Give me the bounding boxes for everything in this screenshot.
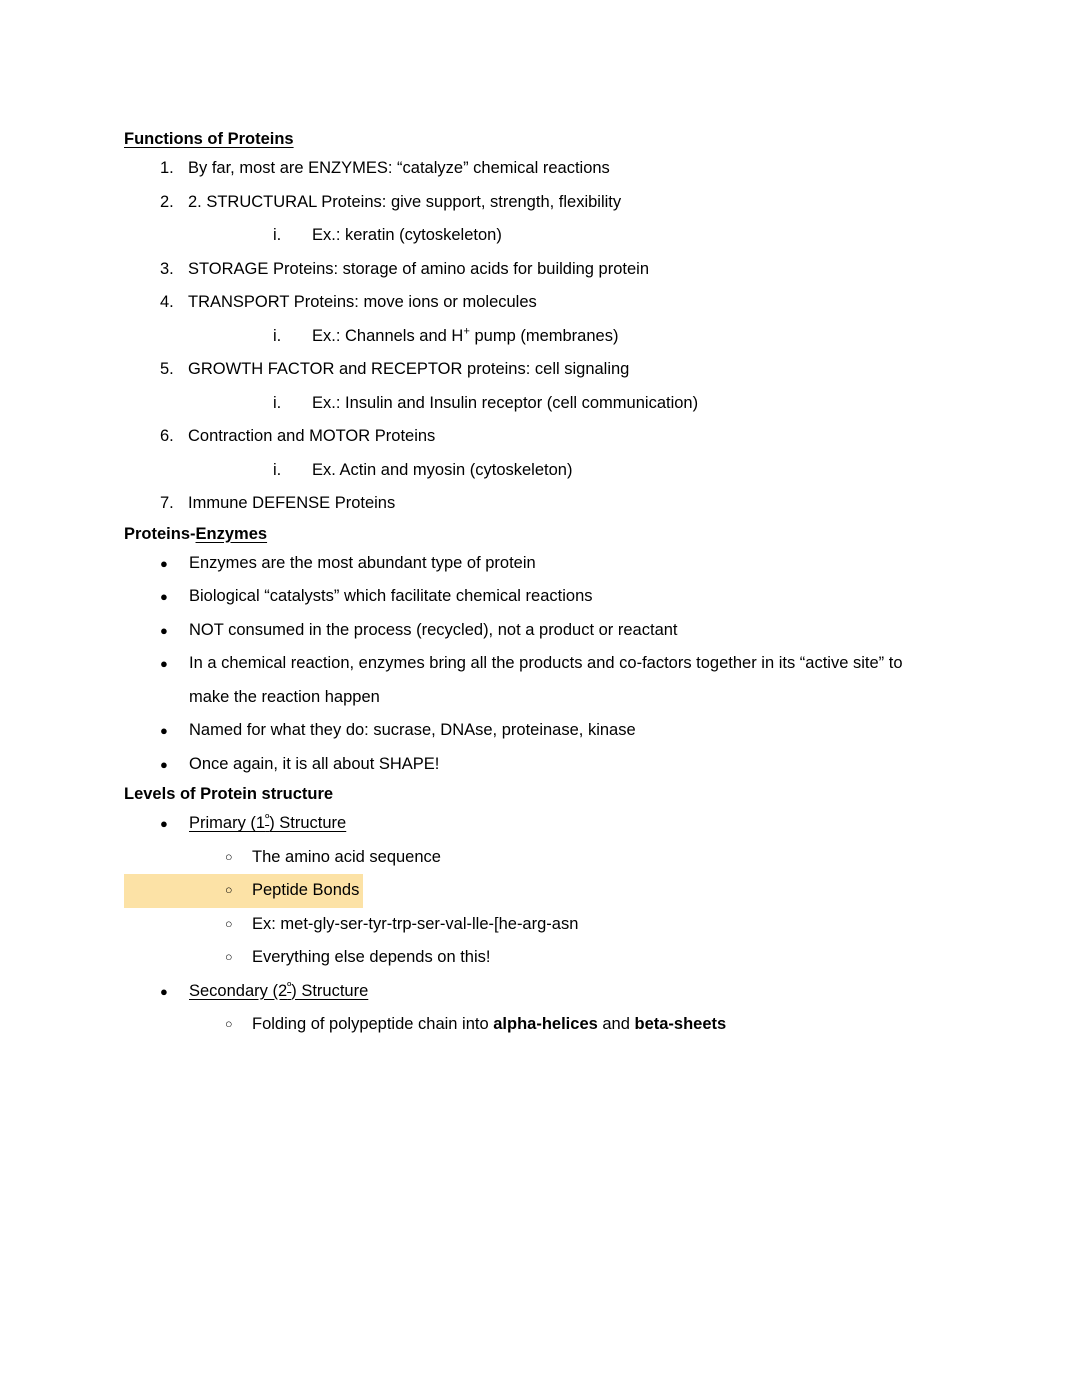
list-item bbox=[124, 714, 914, 748]
list-marker: 4. bbox=[160, 293, 174, 311]
list-item-text bbox=[189, 814, 346, 832]
list-item bbox=[124, 841, 914, 875]
text-segment: Folding of polypeptide chain into bbox=[252, 1015, 494, 1033]
bold-term-beta-sheets: beta-sheets bbox=[634, 1015, 727, 1033]
list-item-text: Ex.: Insulin and Insulin receptor (cell communication) bbox=[312, 393, 699, 412]
heading-plain-part: Proteins- bbox=[124, 524, 196, 543]
list-item-text: In a chemical reaction, enzymes bring all the products and co-factors together in its “active site” to make the reaction happen bbox=[189, 654, 903, 706]
list-item-text: STORAGE Proteins: storage of amino acids for building protein bbox=[188, 259, 650, 278]
list-item-text bbox=[312, 327, 618, 345]
list-item bbox=[124, 1008, 914, 1042]
list-item-text: Peptide Bonds bbox=[252, 881, 360, 899]
text-before-superscript: Primary (1 bbox=[189, 814, 266, 832]
list-item-highlighted bbox=[124, 874, 363, 908]
list-item-text: Once again, it is all about SHAPE! bbox=[189, 754, 440, 773]
list-marker: i. bbox=[273, 326, 282, 345]
list-marker: 5. bbox=[160, 360, 174, 378]
section-heading-functions-of-proteins: Functions of Proteins bbox=[124, 130, 294, 148]
list-item bbox=[124, 487, 914, 521]
list-item-text: Biological “catalysts” which facilitate chemical reactions bbox=[189, 587, 593, 605]
text-after-superscript: ) Structure bbox=[269, 814, 347, 832]
list-item bbox=[124, 941, 914, 975]
list-marker: i. bbox=[273, 226, 282, 244]
list-item-text: Ex.: keratin (cytoskeleton) bbox=[312, 226, 502, 244]
list-marker: i. bbox=[273, 393, 282, 412]
list-item bbox=[124, 454, 914, 488]
list-item bbox=[124, 975, 914, 1009]
bold-term-alpha-helices: alpha-helices bbox=[493, 1015, 598, 1033]
list-item-text: Contraction and MOTOR Proteins bbox=[188, 427, 436, 445]
bullet-circle-icon: ○ bbox=[225, 1017, 233, 1031]
bullet-disc-icon: ● bbox=[160, 983, 168, 999]
bullet-disc-icon: ● bbox=[160, 622, 168, 638]
list-item bbox=[124, 748, 914, 782]
bullet-disc-icon: ● bbox=[160, 589, 168, 604]
text-before-superscript: Ex.: Channels and H bbox=[312, 326, 464, 345]
list-item-text: GROWTH FACTOR and RECEPTOR proteins: cell signaling bbox=[188, 360, 630, 378]
list-item-text: Ex. Actin and myosin (cytoskeleton) bbox=[312, 460, 573, 479]
section-heading-proteins-enzymes bbox=[124, 521, 914, 547]
list-marker: 2. bbox=[160, 192, 174, 211]
list-item-text: The amino acid sequence bbox=[252, 847, 441, 866]
list-item bbox=[124, 353, 914, 387]
list-item bbox=[124, 420, 914, 454]
list-item bbox=[124, 152, 914, 186]
list-item bbox=[124, 547, 914, 581]
list-item-text: TRANSPORT Proteins: move ions or molecules bbox=[188, 293, 537, 311]
list-item-text: 2. STRUCTURAL Proteins: give support, strength, flexibility bbox=[188, 192, 622, 211]
bullet-disc-icon: ● bbox=[160, 756, 168, 772]
superscript-ordinal: º bbox=[287, 980, 292, 992]
list-item bbox=[124, 647, 914, 714]
list-item bbox=[124, 286, 914, 320]
list-marker: 1. bbox=[160, 159, 174, 177]
list-item-text: Everything else depends on this! bbox=[252, 948, 491, 966]
list-item-text: Immune DEFENSE Proteins bbox=[188, 494, 396, 512]
list-item bbox=[124, 253, 914, 287]
list-item bbox=[124, 186, 914, 220]
list-item-text: Enzymes are the most abundant type of protein bbox=[189, 553, 536, 572]
text-after-superscript: pump (membranes) bbox=[469, 326, 619, 345]
list-item-text: By far, most are ENZYMES: “catalyze” chemical reactions bbox=[188, 159, 610, 177]
bullet-disc-icon: ● bbox=[160, 816, 168, 831]
bullet-circle-icon: ○ bbox=[225, 849, 233, 864]
list-marker: i. bbox=[273, 460, 282, 479]
list-item bbox=[124, 387, 914, 421]
text-after-superscript: ) Structure bbox=[291, 981, 369, 1000]
heading-underlined-part: Enzymes bbox=[195, 524, 268, 543]
text-before-superscript: Secondary (2 bbox=[189, 981, 288, 1000]
bullet-disc-icon: ● bbox=[160, 723, 168, 738]
list-marker: 7. bbox=[160, 494, 174, 512]
section-heading-levels-of-protein-structure: Levels of Protein structure bbox=[124, 785, 334, 803]
list-marker: 6. bbox=[160, 427, 174, 445]
list-item-text bbox=[189, 982, 368, 1000]
superscript-ordinal: º bbox=[265, 812, 270, 825]
list-item-text: Named for what they do: sucrase, DNAse, proteinase, kinase bbox=[189, 721, 636, 739]
document-body bbox=[124, 126, 914, 1042]
list-item bbox=[124, 908, 914, 942]
list-item bbox=[124, 320, 914, 354]
list-item-text bbox=[252, 1015, 726, 1033]
bullet-disc-icon: ● bbox=[160, 555, 168, 571]
list-item-text: Ex: met-gly-ser-tyr-trp-ser-val-lle-[he-arg-asn bbox=[252, 914, 579, 933]
bullet-disc-icon: ● bbox=[160, 656, 168, 671]
list-item bbox=[124, 219, 914, 253]
bullet-circle-icon: ○ bbox=[225, 883, 233, 897]
highlighted-list-item-wrapper bbox=[124, 874, 914, 908]
list-item bbox=[124, 614, 914, 648]
bullet-circle-icon: ○ bbox=[225, 950, 233, 964]
bullet-circle-icon: ○ bbox=[225, 916, 233, 931]
list-item bbox=[124, 807, 914, 841]
list-item bbox=[124, 580, 914, 614]
superscript-plus: + bbox=[463, 325, 470, 337]
text-segment: and bbox=[597, 1015, 635, 1033]
list-item-text: NOT consumed in the process (recycled), not a product or reactant bbox=[189, 620, 678, 639]
list-marker: 3. bbox=[160, 259, 174, 278]
